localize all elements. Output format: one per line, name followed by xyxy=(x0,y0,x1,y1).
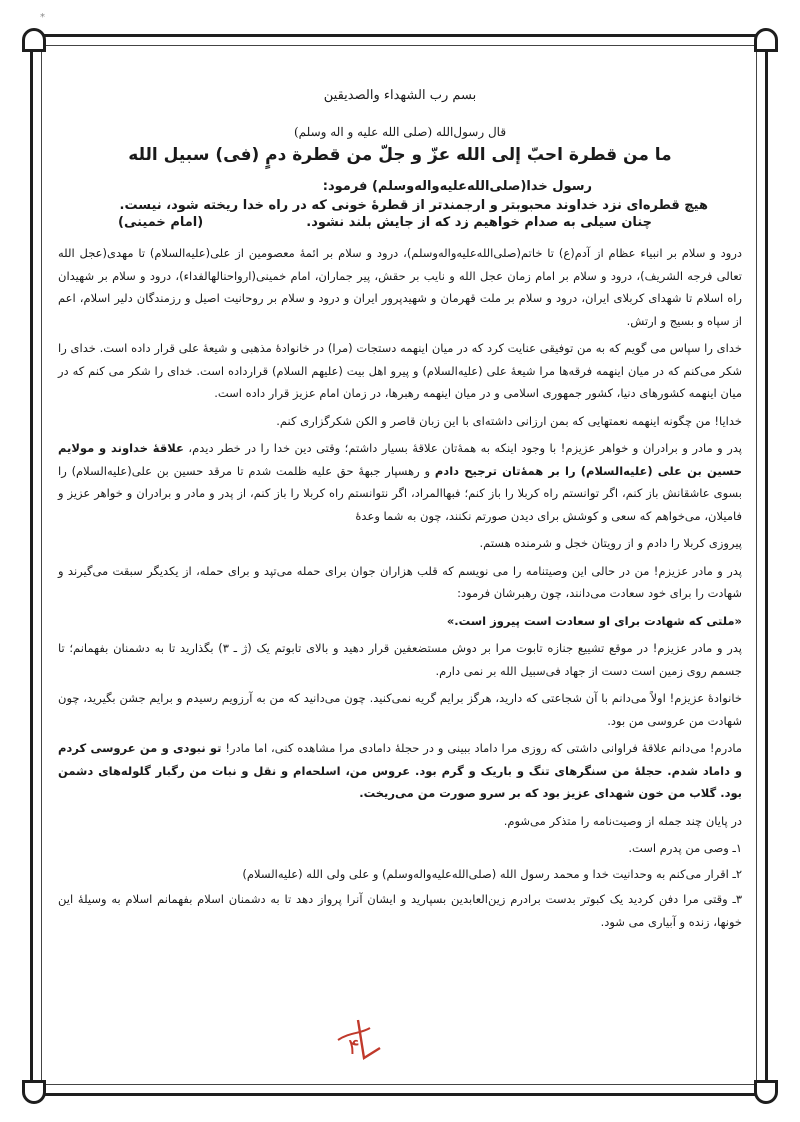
love-normal: پدر و مادر و برادران و خواهر عزیزم! با وجود اینکه به همهٔ‌تان علاقهٔ بسیار داشتم؛ وقتی دین خدا را در خطر دیدم، xyxy=(183,441,742,455)
border-corner-ornament xyxy=(754,1080,778,1104)
imam-quote xyxy=(58,215,742,230)
handwritten-page-number xyxy=(330,1010,390,1070)
paragraph-prayer: خدایا! من چگونه اینهمه نعمتهایی که بمن ارزانی داشته‌ای با این زبان قاصر و الکن شکرگزاری کنم. xyxy=(276,413,742,428)
basmala: بسم رب الشهداء والصدیقین xyxy=(323,88,477,103)
hadith-text: ما من قطرة احبّ إلی الله عزّ و جلّ من قطرة دمٍ (فی) سبیل الله xyxy=(128,145,672,165)
border-corner-ornament xyxy=(754,28,778,52)
love-tail: و رهسپار جبههٔ حق علیه ظلمت شدم تا مرقد حسین بن علی(علیه‌السلام) را بسوی عاشقانش باز کنم، اگر توانستم راه کربلا را باز کنم؛ فبهاالمراد، اگر نتوانستم راه کربلا را باز کنم، از پدر و مادر و برادران و خواهر عزیز و فامیلان، می‌خواهم که سعی و کوشش برای دیدن صورتم نکنند، چون به شما وعدهٔ xyxy=(58,463,742,523)
list-item: ۱ـ وصی من پدرم است. xyxy=(628,841,742,855)
quote-source: (امام خمینی) xyxy=(118,215,204,230)
border-corner-ornament xyxy=(22,28,46,52)
border-corner-ornament xyxy=(22,1080,46,1104)
list-item: ۳ـ وقتی مرا دفن کردید یک کبوتر بدست برادرم زین‌العابدین بسپارید و ایشان آنرا پرواز دهد تا به دشمنان اسلام بفهمانم اسلام به وسیلهٔ این خونها، زنده و آبیاری می شود. xyxy=(58,892,742,929)
mother-normal: مادرم! می‌دانم علاقهٔ فراوانی داشتی که روزی مرا داماد ببینی و در حجلهٔ دامادی مرا مشاهده کنی، اما مادر! xyxy=(221,741,742,755)
paragraph-salutations: درود و سلام بر انبیاء عظام از آدم(ع) تا خاتم(صلی‌الله‌علیه‌واله‌وسلم)، درود و سلام بر ائمهٔ معصومین از علی(علیه‌السلام) تا مهدی(عجل الله تعالی فرجه الشریف)، درود و سلام بر امام زمان عجل الله و نایب بر حقش، پیر جماران، امام خمینی(ارواحنالهالفداء)، درود و سلام بر شهیدان راه اسلام تا شهدای کربلای ایران، درود و سلام بر ملت قهرمان و شهیدپرور ایران و درود و سلام بر روحانیت اصیل و رزمندگان دلیر اسلام، اعم از سپاه و بسیج و ارتش. xyxy=(58,246,742,328)
will-list xyxy=(58,837,742,933)
document-body xyxy=(58,88,742,936)
scan-mark: * xyxy=(40,12,45,23)
paragraph-funeral: پدر و مادر عزیزم! در موقع تشییع جنازه تابوت مرا بر دوش مستضعفین قرار دهید و بالای تابوتم یک (ژ ـ ۳) بگذارید تا به دشمنان بفهمانم؛ تا جسمم روی زمین است دست از جهاد فی‌سبیل الله بر نمی دارم. xyxy=(58,641,743,678)
translation-text: هیچ قطره‌ای نزد خداوند محبوبتر و ارجمندتر از قطرهٔ خونی که در راه خدا ریخته شود، نیست. xyxy=(119,198,708,213)
paragraph-karbala: پیروزی کربلا را دادم و از رویتان خجل و شرمنده هستم. xyxy=(479,536,742,550)
quote-text: چنان سیلی به صدام خواهیم زد که از جایش بلند نشود. xyxy=(306,215,652,230)
paragraph-family: خانوادهٔ عزیزم! اولاً می‌دانم با آن شجاعتی که دارید، هرگز برایم گریه نمی‌کنید. چون می‌دانید که من به آرزویم رسیدم و برایم جشن بگیرید، چون شهادت من عروسی من بود. xyxy=(58,691,742,728)
paragraph-parents: پدر و مادر عزیزم! من در حالی این وصیتنامه را می نویسم که قلب هزاران جوان برای حمله می‌تپد و برای حمله، از یکدیگر سبقت می‌گیرند و شهادت را برای خود سعادت می‌دانند، چون رهبرشان فرمود: xyxy=(58,563,742,600)
paragraph-closing: در پایان چند جمله از وصیت‌نامه را متذکر می‌شوم. xyxy=(503,813,742,828)
paragraph-quote: «ملتی که شهادت برای او سعادت است پیروز است.» xyxy=(446,613,742,628)
paragraph-love xyxy=(58,437,742,527)
translation-heading: رسول خدا(صلی‌الله‌علیه‌واله‌وسلم) فرمود: xyxy=(322,179,592,194)
paragraph-mother xyxy=(58,737,742,805)
paragraph-gratitude: خدای را سپاس می گویم که به من توفیقی عنایت کرد که در میان اینهمه دستجات (مرا) در خانوادهٔ مذهبی و شیعهٔ علی قرار داده است. خدای را شکر می‌کنم که در میان اینهمه فرقه‌ها مرا شیعهٔ علی (علیه‌السلام) و پیرو اهل بیت (علیهم السلام) قرارداده است. خدای را شکر می کنم که در میان اینهمه کشورهای دنیا، کشور جمهوری اسلامی و در میان اینهمه رهبرها، در زمان امام عزیز قرار داده است. xyxy=(58,341,742,400)
hadith-intro: قال رسول‌الله (صلی الله علیه و اله وسلم) xyxy=(293,125,507,139)
list-item: ۲ـ اقرار می‌کنم به وحدانیت خدا و محمد رسول الله (صلی‌الله‌علیه‌واله‌وسلم) و علی ولی الله (علیه‌السلام) xyxy=(242,866,742,881)
page-number: ۴ xyxy=(348,1035,360,1060)
love-bold: علاقهٔ خداوند و مولایم حسین بن علی (علیه‌السلام) را بر همهٔ‌تان ترجیح دادم xyxy=(58,441,743,478)
mother-bold: تو نبودی و من عروسی کردم و داماد شدم. حجلهٔ من سنگرهای تنگ و باریک و گرم بود. عروس من، اسلحه‌ام و نقل و نبات من رگبار گلوله‌های دشمن بود. گلاب من خون شهدای عزیز بود که بر سرو صورت من می‌ریخت. xyxy=(58,741,742,800)
